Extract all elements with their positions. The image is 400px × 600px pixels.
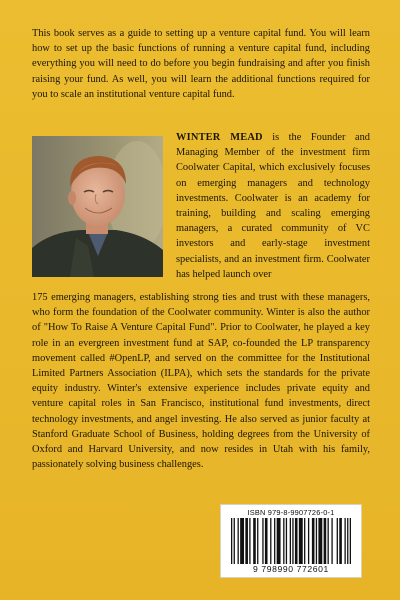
barcode-bar (257, 518, 258, 564)
barcode-bar (324, 518, 327, 564)
barcode-bar (240, 518, 244, 564)
author-portrait-image (32, 136, 163, 277)
barcode-bar (328, 518, 329, 564)
barcode-bar (339, 518, 342, 564)
barcode-bar (253, 518, 256, 564)
barcode-bar (265, 518, 268, 564)
author-photo (32, 136, 163, 277)
barcode-bar (274, 518, 275, 564)
barcode-bar (245, 518, 248, 564)
barcode-bar (286, 518, 287, 564)
barcode-bar (292, 518, 293, 564)
barcode-bar (283, 518, 284, 564)
barcode-bar (347, 518, 348, 564)
barcode-bar (331, 518, 332, 564)
author-name: WINTER MEAD (176, 132, 263, 143)
barcode-bar (295, 518, 298, 564)
author-bio-intro (176, 130, 370, 282)
barcode-bar (308, 518, 309, 564)
barcode-bar (234, 518, 235, 564)
barcode-bar (249, 518, 250, 564)
barcode-bar (316, 518, 317, 564)
barcode-bar (299, 518, 303, 564)
barcode-bar (350, 518, 351, 564)
author-bio-continued: 175 emerging managers, establishing strong ties and trust with these managers, who form the foundation of the Coolwater community. Winter is also the author of "How To Raise A Venture Capital Fund". Prior to Coolwater, he played a key role in an evergreen investment fund at SAP, co-founded the LP transparency movement called #OpenLP, and served on the committee for the Institutional Limited Partners Association (ILPA), which sets the standards for the private equity industry. Winter's extensive experience includes private equity and venture capital roles in San Francisco, institutional fund investments, direct technology investments, and angel investing. He also served as junior faculty at Stanford Graduate School of Business, holding degrees from the University of Oxford and Harvard University, and now resides in Utah with his family, passionately solving business challenges. (32, 292, 370, 471)
barcode-bar (304, 518, 305, 564)
barcode-bar (277, 518, 281, 564)
barcode-bars (231, 518, 351, 564)
book-description: This book serves as a guide to setting up a venture capital fund. You will learn how to set up the basic functions of running a venture capital fund, including everything you will need to do before you begin fundraising and after you finish raising your fund. As well, you will learn the additional functions required for you to scale an institutional venture capital fund. (32, 28, 370, 100)
barcode-bar (312, 518, 315, 564)
barcode-bar (231, 518, 232, 564)
barcode-bar (238, 518, 239, 564)
barcode-bar (262, 518, 263, 564)
barcode-bar (337, 518, 338, 564)
barcode-digits: 9 798990 772601 (253, 564, 329, 574)
barcode-bar (344, 518, 345, 564)
isbn-barcode (220, 504, 362, 578)
author-bio-lead: is the Founder and Managing Member of the investment firm Coolwater Capital, which exclusively focuses on emerging managers and technology investments. Coolwater is an academy for training, building and scaling emerging managers, a curated community of VC investors and early-stage investment specialists, and an investment firm. Coolwater has helped launch over (176, 132, 370, 280)
isbn-label: ISBN 979-8-9907726-0-1 (247, 508, 335, 517)
barcode-bar (290, 518, 291, 564)
barcode-bar (318, 518, 322, 564)
barcode-bar (270, 518, 271, 564)
